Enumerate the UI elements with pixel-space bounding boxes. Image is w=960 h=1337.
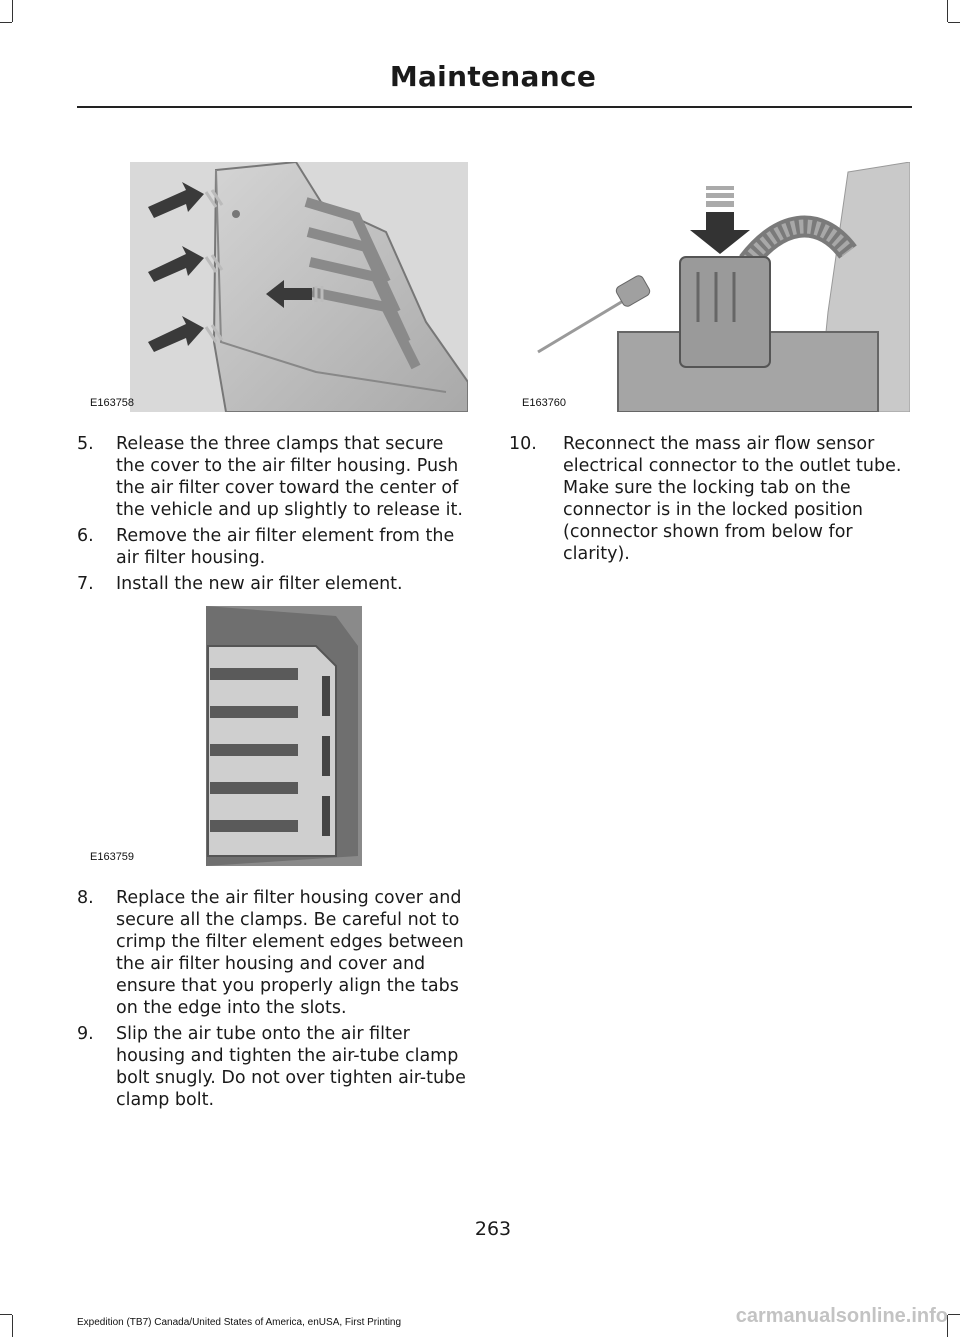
step-number: 9. xyxy=(77,1024,94,1044)
footer-edition-text: Expedition (TB7) Canada/United States of America, enUSA, First Printing xyxy=(77,1317,402,1328)
figure-maf-connector xyxy=(518,162,910,412)
figure-code: E163760 xyxy=(522,397,567,409)
watermark: carmanualsonline.info xyxy=(735,1305,948,1327)
crop-mark xyxy=(12,1315,13,1337)
step-number: 7. xyxy=(77,574,94,594)
crop-mark xyxy=(948,22,960,23)
page-number: 263 xyxy=(474,1218,512,1240)
step-text: Slip the air tube onto the air filter housing and tighten the air-tube clamp bolt snugly. Do not over tighten air-tube clamp bolt. xyxy=(116,1024,466,1110)
step-number: 6. xyxy=(77,526,94,546)
crop-mark xyxy=(947,0,948,22)
step-text: Reconnect the mass air flow sensor electrical connector to the outlet tube. Make sure the locking tab on the connector is in the locked position (connector shown from below for clarity). xyxy=(563,434,902,564)
step-text: Release the three clamps that secure the cover to the air filter housing. Push the air filter cover toward the center of the vehicle and up slightly to release it. xyxy=(116,434,463,520)
figure-air-filter-element xyxy=(86,606,362,866)
step-number: 8. xyxy=(77,888,94,908)
figure-code: E163758 xyxy=(90,397,135,409)
crop-mark xyxy=(948,1314,960,1315)
figure-air-filter-cover-clamps xyxy=(86,162,468,412)
air-filter-cover-illustration xyxy=(86,162,468,412)
figure-code: E163759 xyxy=(90,851,135,863)
crop-mark xyxy=(0,22,12,23)
air-filter-element-illustration xyxy=(86,606,362,866)
crop-mark xyxy=(12,0,13,22)
step-text: Replace the air filter housing cover and secure all the clamps. Be careful not to crimp the filter element edges between the air filter housing and cover and ensure that you properly align the tabs on the edge into the slots. xyxy=(116,888,464,1018)
page-title: Maintenance xyxy=(389,60,597,93)
crop-mark xyxy=(0,1314,12,1315)
step-text: Remove the air filter element from the air filter housing. xyxy=(116,526,455,568)
maf-connector-illustration xyxy=(518,162,910,412)
step-text: Install the new air filter element. xyxy=(116,574,403,594)
header-divider xyxy=(77,106,912,108)
step-number: 5. xyxy=(77,434,94,454)
step-number: 10. xyxy=(509,434,537,454)
